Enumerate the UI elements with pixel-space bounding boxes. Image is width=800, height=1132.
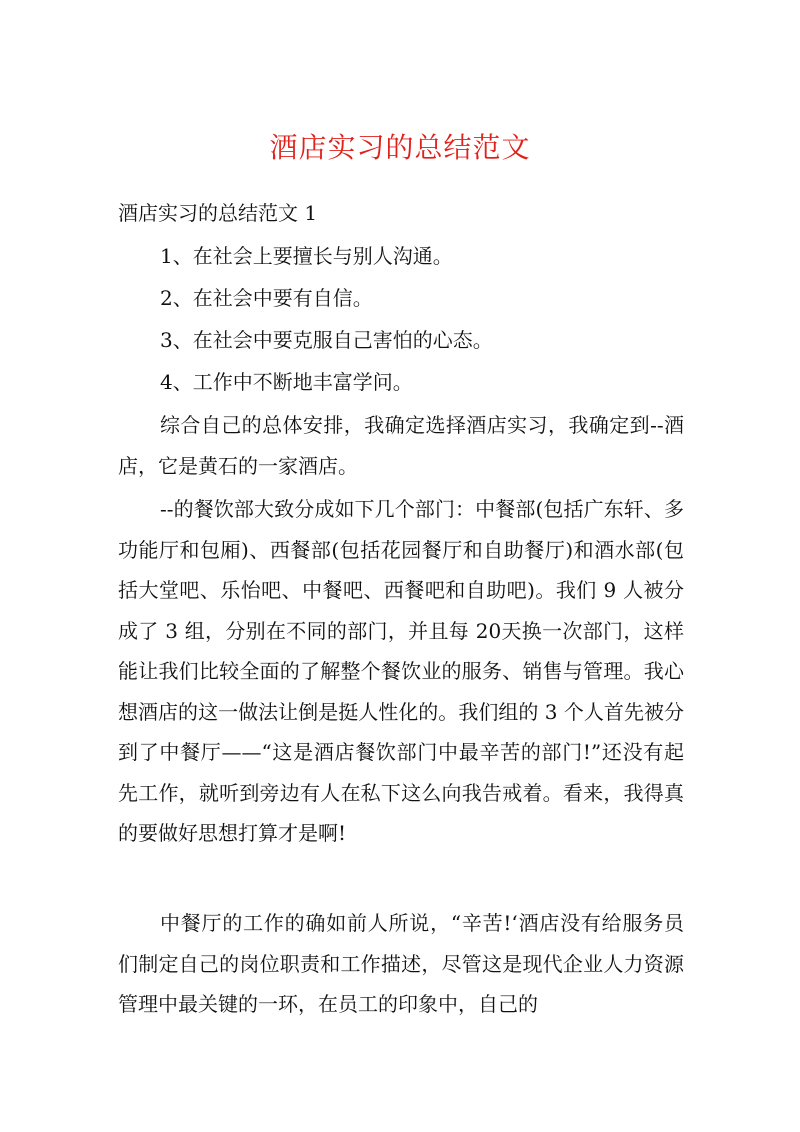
document-title: 酒店实习的总结范文 [269,131,531,164]
list-item: 2、在社会中要有自信。 [160,286,373,310]
list-item: 3、在社会中要克服自己害怕的心态。 [160,328,493,352]
list-item: 1、在社会上要擅长与别人沟通。 [160,244,453,268]
list-item: 4、工作中不断地丰富学问。 [160,370,413,394]
paragraph: 综合自己的总体安排，我确定选择酒店实习，我确定到--酒店，它是黄石的一家酒店。 [118,413,684,478]
paragraph: --的餐饮部大致分成如下几个部门：中餐部(包括广东轩、多功能厅和包厢)、西餐部(包括花园餐厅和自助餐厅)和酒水部(包括大堂吧、乐怡吧、中餐吧、西餐吧和自助吧)。我们 9 人被分成了 3 组，分别在不同的部门，并且每 20天换一次部门，这样能让我们比较全面的了解整个餐饮业的服务、销售与管理。我心想酒店的这一做法让倒是挺人性化的。我们组的 3 个人首先被分到了中餐厅——“这是酒店餐饮部门中最辛苦的部门!”还没有起先工作，就听到旁边有人在私下这么向我告戒着。看来，我得真的要做好思想打算才是啊! [118,497,684,845]
paragraph: 中餐厅的工作的确如前人所说，“辛苦!‘酒店没有给服务员们制定自己的岗位职责和工作描述，尽管这是现代企业人力资源管理中最关键的一环，在员工的印象中，自己的 [118,911,684,1016]
section-subtitle: 酒店实习的总结范文 1 [118,201,318,225]
